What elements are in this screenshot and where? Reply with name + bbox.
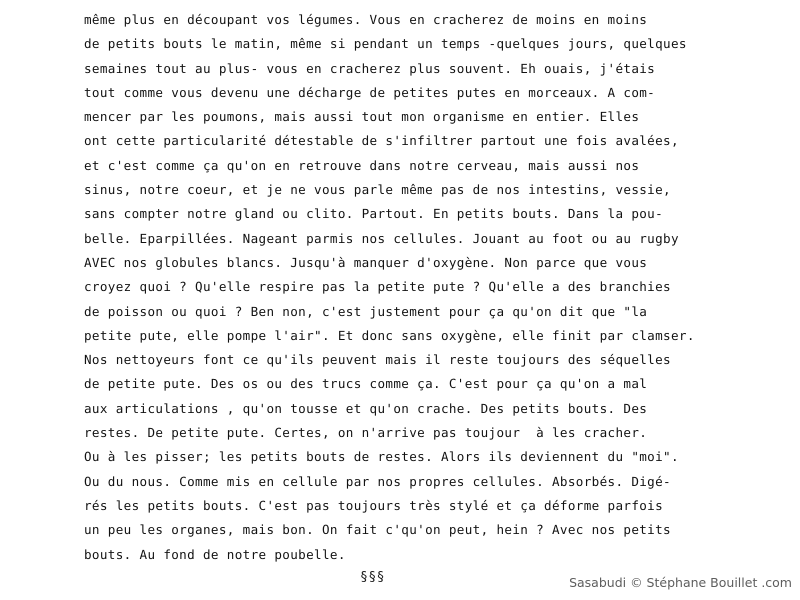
text-line: tout comme vous devenu une décharge de petites putes en morceaux. A com- [84, 84, 656, 100]
text-line: sans compter notre gland ou clito. Partout. En petits bouts. Dans la pou- [84, 206, 664, 222]
text-line: Ou à les pisser; les petits bouts de restes. Alors ils deviennent du "moi". [84, 449, 679, 465]
text-line: de petits bouts le matin, même si pendant un temps -quelques jours, quelques [84, 36, 687, 52]
section-divider-mark: §§§ [360, 570, 385, 585]
text-line: Nos nettoyeurs font ce qu'ils peuvent mais il reste toujours des séquelles [84, 352, 671, 368]
text-line: même plus en découpant vos légumes. Vous en cracherez de moins en moins [84, 12, 648, 27]
text-line: AVEC nos globules blancs. Jusqu'à manquer d'oxygène. Non parce que vous [84, 254, 648, 270]
credit-line: Sasabudi © Stéphane Bouillet .com [569, 575, 792, 590]
text-line: mencer par les poumons, mais aussi tout mon organisme en entier. Elles [84, 109, 640, 125]
text-line: rés les petits bouts. C'est pas toujours très stylé et ça déforme parfois [84, 497, 664, 513]
text-line: et c'est comme ça qu'on en retrouve dans notre cerveau, mais aussi nos [84, 157, 640, 173]
text-line: restes. De petite pute. Certes, on n'arrive pas toujour à les cracher. [84, 425, 648, 441]
text-line: ont cette particularité détestable de s'infiltrer partout une fois avalées, [84, 133, 679, 149]
text-line: de poisson ou quoi ? Ben non, c'est justement pour ça qu'on dit que "la [84, 303, 648, 319]
text-line: un peu les organes, mais bon. On fait c'qu'on peut, hein ? Avec nos petits [84, 522, 671, 538]
document-text-body [84, 8, 756, 567]
text-line: de petite pute. Des os ou des trucs comme ça. C'est pour ça qu'on a mal [84, 376, 648, 392]
text-line: sinus, notre coeur, et je ne vous parle même pas de nos intestins, vessie, [84, 182, 671, 198]
text-line: Ou du nous. Comme mis en cellule par nos propres cellules. Absorbés. Digé- [84, 473, 671, 489]
text-line: aux articulations , qu'on tousse et qu'on crache. Des petits bouts. Des [84, 400, 648, 416]
text-line: croyez quoi ? Qu'elle respire pas la petite pute ? Qu'elle a des branchies [84, 279, 671, 295]
text-line: belle. Eparpillées. Nageant parmis nos cellules. Jouant au foot ou au rugby [84, 230, 679, 246]
text-line: semaines tout au plus- vous en cracherez plus souvent. Eh ouais, j'étais [84, 60, 656, 76]
text-line: bouts. Au fond de notre poubelle. [84, 546, 346, 562]
text-line: petite pute, elle pompe l'air". Et donc sans oxygène, elle finit par clamser. [84, 327, 695, 343]
